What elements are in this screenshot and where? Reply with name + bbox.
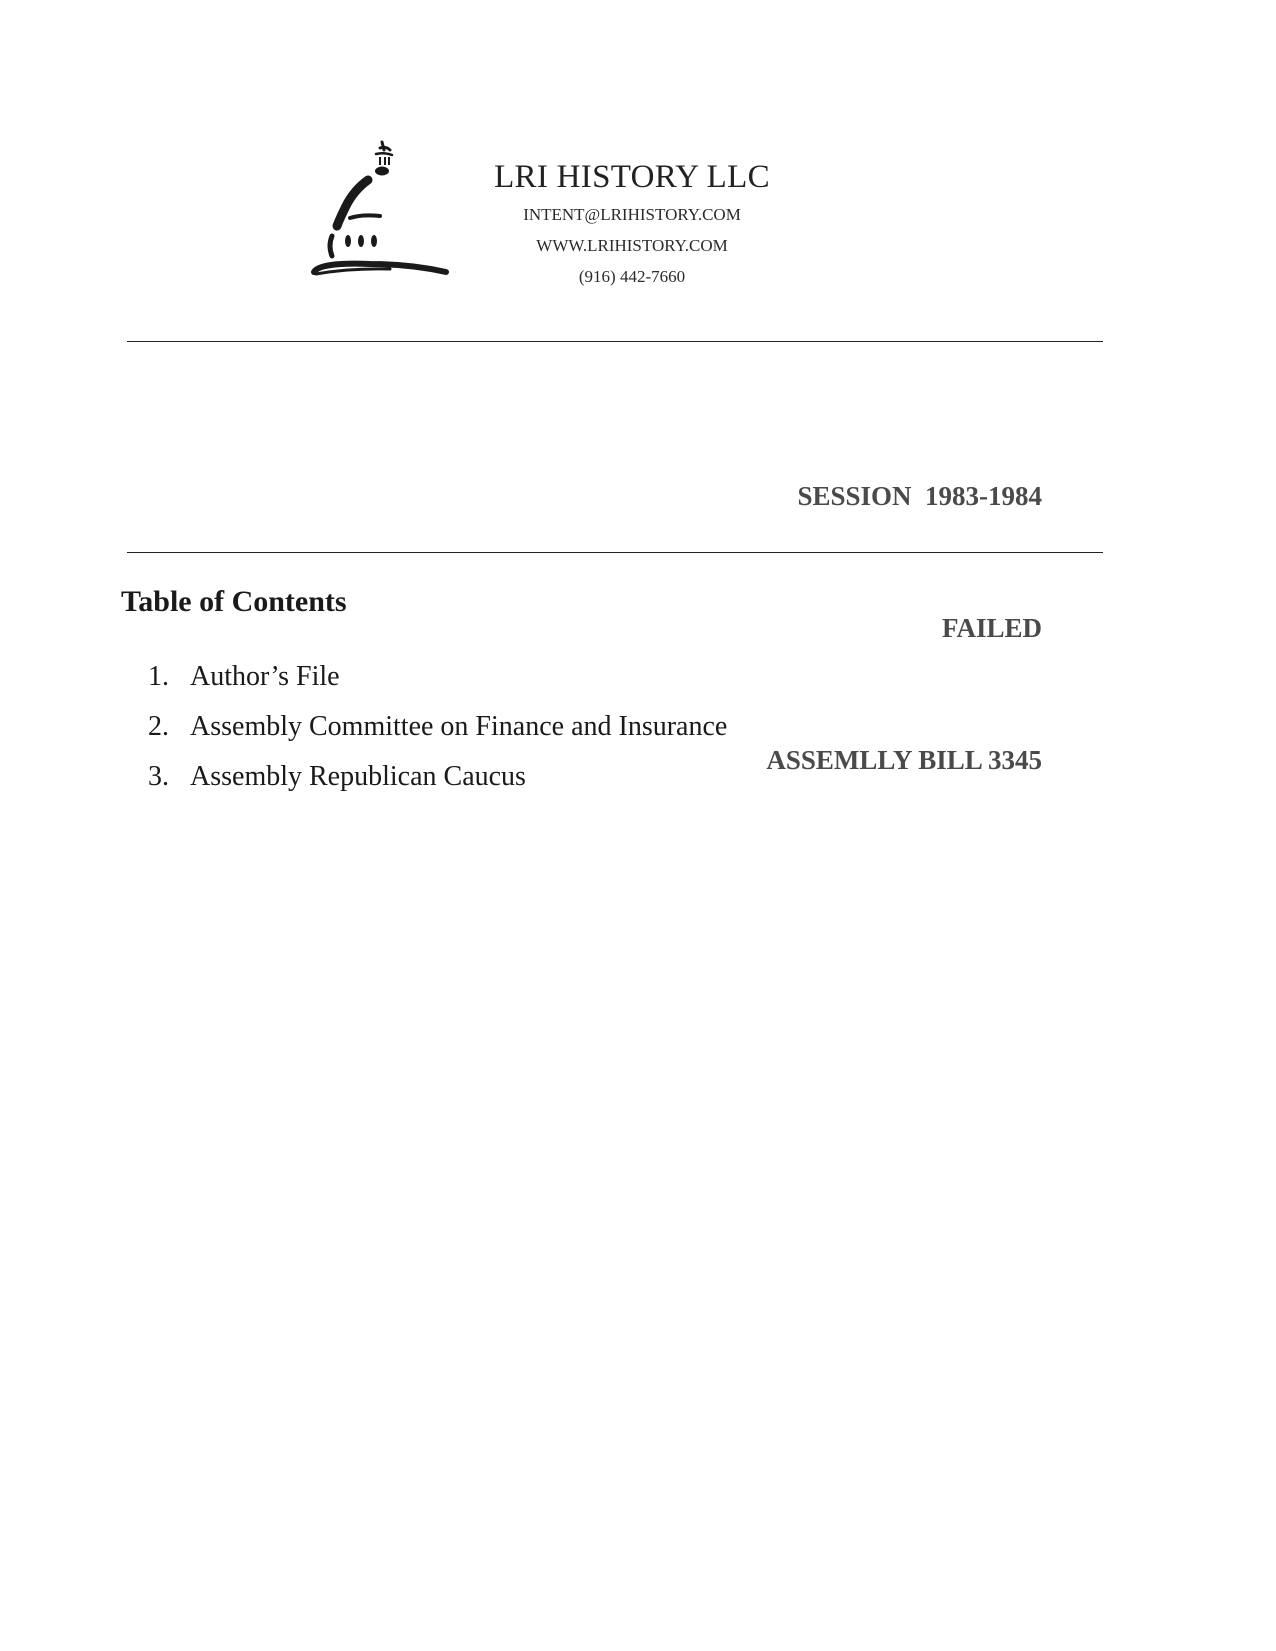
company-website: WWW.LRIHISTORY.COM — [536, 236, 728, 255]
toc-item — [148, 752, 727, 802]
bill-status: FAILED — [941, 613, 1042, 643]
toc-item-number: 3. — [148, 761, 169, 792]
toc-item — [148, 652, 727, 702]
company-header — [432, 158, 832, 287]
toc-item-label: Author’s File — [190, 661, 340, 692]
company-email: INTENT@LRIHISTORY.COM — [523, 205, 741, 224]
bill-name: ASSEMLLY BILL 3345 — [766, 745, 1042, 775]
toc-item-number: 1. — [148, 661, 169, 692]
capitol-dome-logo-icon — [310, 138, 452, 298]
toc-heading: Table of Contents — [121, 585, 347, 618]
toc-item — [148, 702, 727, 752]
toc-item-number: 2. — [148, 711, 169, 742]
session-label: SESSION 1983-1984 — [797, 481, 1042, 511]
toc-item-label: Assembly Republican Caucus — [190, 761, 526, 792]
bottom-divider — [127, 552, 1103, 553]
company-name: LRI HISTORY LLC — [494, 159, 770, 195]
toc-item-label: Assembly Committee on Finance and Insurance — [190, 711, 728, 742]
bill-info — [766, 386, 1042, 826]
top-divider — [127, 341, 1103, 342]
company-phone: (916) 442-7660 — [578, 267, 686, 286]
toc-list — [148, 652, 727, 802]
